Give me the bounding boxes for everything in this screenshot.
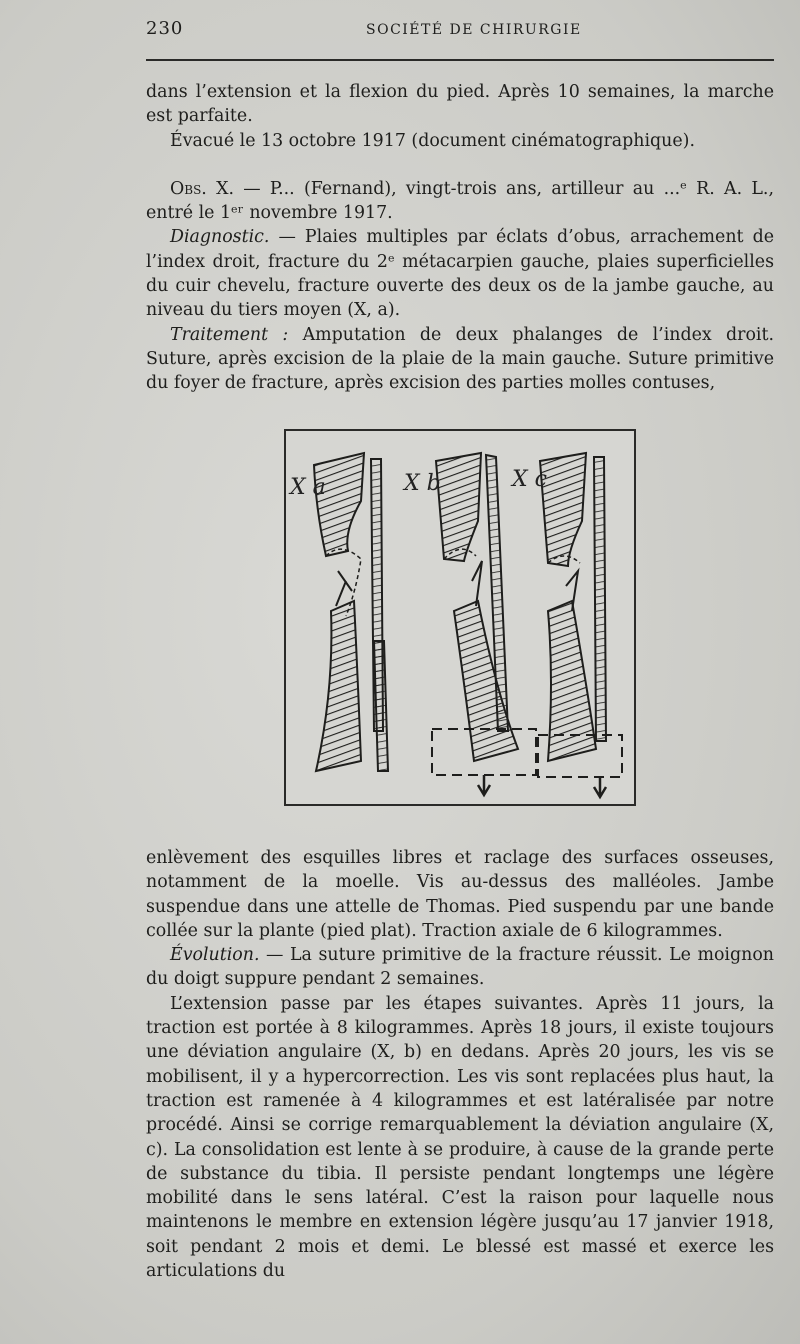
- fracture-figure: [284, 429, 636, 806]
- paragraph: L’extension passe par les étapes suivantes. Après 11 jours, la traction est portée à 8 kilogrammes. Après 18 jours, il existe toujours une déviation angulaire (X, b) en dedans. Après 20 jours, les vis se mobilisent, il y a hypercorrection. Les vis sont replacées plus haut, la traction est ramenée à 4 kilogrammes et est latéralisée par notre procédé. Ainsi se corrige remarquablement la déviation angulaire (X, c). La consolidation est lente à se produire, à cause de la grande perte de substance du tibia. Il persiste pendant longtemps une légère mobilité dans le sens latéral. C’est la raison pour laquelle nous maintenons le membre en extension légère jusqu’au 17 janvier 1918, soit pendant 2 mois et demi. Le blessé est massé et exerce les articulations du: [146, 993, 774, 1282]
- diagnostic-label: Diagnostic.: [170, 227, 270, 248]
- traitement-text: Amputation de deux phalanges de l’index droit. Suture, après excision de la plaie de la main gauche. Suture primitive du foyer de fracture, après excision des parties molles contuses,: [146, 324, 774, 394]
- drawing-a: [314, 453, 388, 771]
- bottom-text-block: [146, 846, 774, 1283]
- figure-label-b: X b: [404, 471, 441, 496]
- traitement-paragraph: [146, 323, 774, 396]
- page-header: [146, 18, 774, 44]
- observation-paragraph: [146, 177, 774, 226]
- page-number: 230: [146, 18, 184, 39]
- drawing-b: [432, 453, 536, 795]
- evolution-text: — La suture primitive de la fracture réussit. Le moignon du doigt suppure pendant 2 semaines.: [146, 945, 774, 990]
- evolution-paragraph: [146, 943, 774, 992]
- paragraph: dans l’extension et la flexion du pied. Après 10 semaines, la marche est parfaite.: [146, 82, 774, 127]
- paragraph: Évacué le 13 octobre 1917 (document cinématographique).: [170, 130, 695, 151]
- drawing-c: [538, 453, 622, 797]
- obs-text: — P... (Fernand), vingt-trois ans, artilleur au ...ᵉ R. A. L., entré le 1ᵉʳ novembre 1917.: [146, 178, 774, 224]
- paragraph: enlèvement des esquilles libres et raclage des surfaces osseuses, notamment de la moelle. Vis au-dessus des malléoles. Jambe suspendue dans une attelle de Thomas. Pied suspendu par une bande collée sur la plante (pied plat). Traction axiale de 6 kilogrammes.: [146, 848, 774, 941]
- obs-label: Obs. X.: [170, 178, 234, 199]
- traitement-label: Traitement :: [170, 324, 289, 345]
- figure-label-c: X c: [512, 467, 547, 492]
- fracture-drawing: [286, 431, 634, 804]
- top-text-block: [146, 80, 774, 396]
- diagnostic-paragraph: [146, 225, 774, 322]
- figure-label-a: X a: [290, 475, 326, 500]
- evolution-label: Évolution.: [170, 945, 260, 966]
- running-head: SOCIÉTÉ DE CHIRURGIE: [366, 22, 582, 38]
- header-rule: [146, 59, 774, 61]
- diagnostic-text: — Plaies multiples par éclats d’obus, arrachement de l’index droit, fracture du 2ᵉ métacarpien gauche, plaies superficielles du cuir chevelu, fracture ouverte des deux os de la jambe gauche, au niveau du tiers moyen (X, a).: [146, 227, 774, 321]
